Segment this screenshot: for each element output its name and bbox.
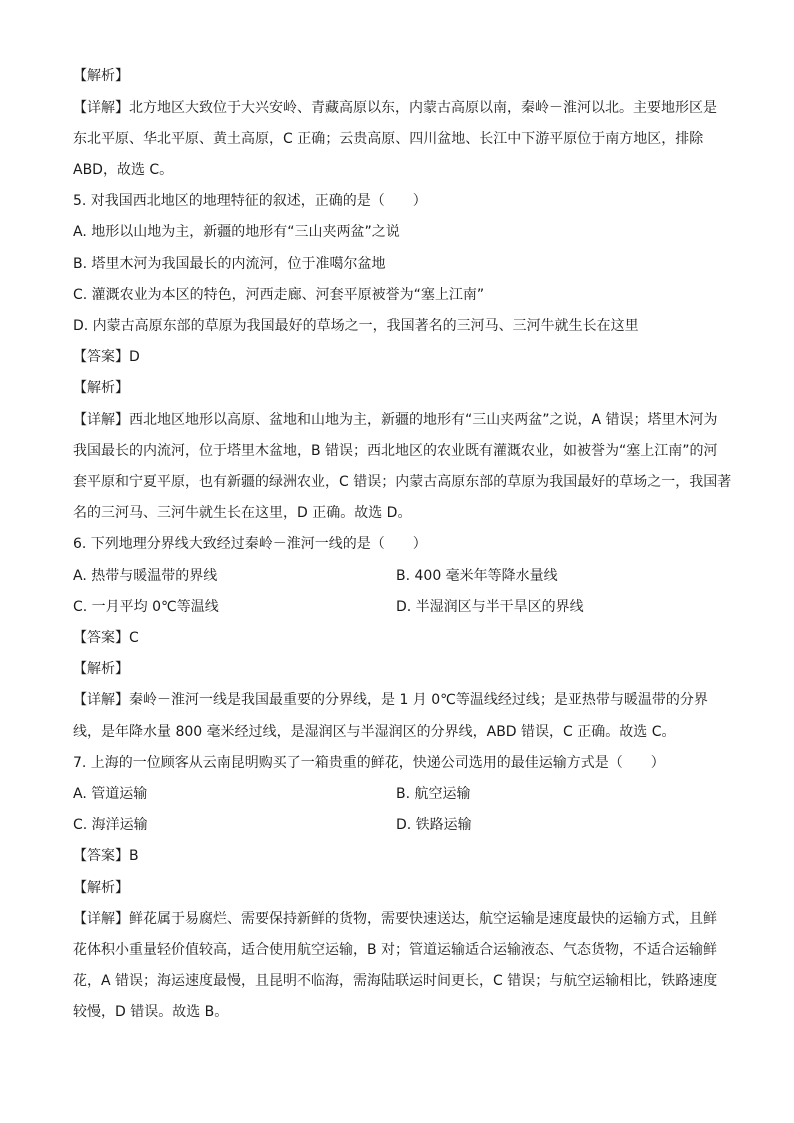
option-d: D. 内蒙古高原东部的草原为我国最好的草场之一，我国著名的三河马、三河牛就生长在这里 [73, 318, 639, 334]
option-c: C. 灌溉农业为本区的特色，河西走廊、河套平原被誉为“塞上江南” [73, 287, 485, 303]
detail-line: 我国最长的内流河，位于塔里木盆地，B 错误；西北地区的农业既有灌溉农业，如被誉为“塞上江南”的河 [73, 443, 718, 459]
detail-line: 【详解】西北地区地形以高原、盆地和山地为主，新疆的地形有“三山夹两盆”之说，A 错误；塔里木河为 [73, 412, 718, 428]
detail-line: ABD，故选 C。 [73, 162, 174, 178]
detail-line: 花体积小重量轻价值较高，适合使用航空运输，B 对；管道运输适合运输液态、气态货物，不适合运输鲜 [73, 942, 718, 958]
detail-line: 【详解】秦岭－淮河一线是我国最重要的分界线，是 1 月 0℃等温线经过线；是亚热带与暖温带的分界 [73, 692, 708, 708]
detail-line: 【详解】鲜花属于易腐烂、需要保持新鲜的货物，需要快速送达，航空运输是速度最快的运输方式，且鲜 [73, 911, 717, 927]
option-c: C. 海洋运输 [73, 817, 148, 833]
detail-line: 套平原和宁夏平原，也有新疆的绿洲农业，C 错误；内蒙古高原东部的草原为我国最好的草场之一，我国著 [73, 474, 732, 490]
option-c: C. 一月平均 0℃等温线 [73, 599, 219, 615]
detail-line: 【详解】北方地区大致位于大兴安岭、青藏高原以东，内蒙古高原以南，秦岭－淮河以北。主要地形区是 [73, 100, 717, 116]
analysis-tag: 【解析】 [73, 380, 129, 396]
detail-line: 东北平原、华北平原、黄土高原，C 正确；云贵高原、四川盆地、长江中下游平原位于南方地区，排除 [73, 131, 704, 147]
answer: 【答案】B [73, 848, 139, 864]
option-a: A. 管道运输 [73, 786, 148, 802]
answer: 【答案】D [73, 349, 140, 365]
option-b: B. 400 毫米年等降水量线 [396, 568, 558, 584]
option-a: A. 热带与暖温带的界线 [73, 568, 218, 584]
detail-line: 花，A 错误；海运速度最慢，且昆明不临海，需海陆联运时间更长，C 错误；与航空运输相比，铁路速度 [73, 973, 718, 989]
option-d: D. 铁路运输 [396, 817, 472, 833]
question-6-stem: 6. 下列地理分界线大致经过秦岭－淮河一线的是（ ） [73, 536, 427, 552]
detail-line: 线，是年降水量 800 毫米经过线，是湿润区与半湿润区的分界线，ABD 错误，C 正确。故选 C。 [73, 724, 676, 740]
option-b: B. 航空运输 [396, 786, 471, 802]
detail-line: 名的三河马、三河牛就生长在这里，D 正确。故选 D。 [73, 505, 412, 521]
analysis-tag: 【解析】 [73, 880, 129, 896]
detail-line: 较慢，D 错误。故选 B。 [73, 1004, 229, 1020]
analysis-tag: 【解析】 [73, 661, 129, 677]
option-b: B. 塔里木河为我国最长的内流河，位于准噶尔盆地 [73, 256, 386, 272]
answer: 【答案】C [73, 630, 139, 646]
question-7-stem: 7. 上海的一位顾客从云南昆明购买了一箱贵重的鲜花，快递公司选用的最佳运输方式是（ ） [73, 755, 665, 771]
analysis-tag: 【解析】 [73, 68, 129, 84]
option-d: D. 半湿润区与半干旱区的界线 [396, 599, 584, 615]
question-5-stem: 5. 对我国西北地区的地理特征的叙述，正确的是（ ） [73, 193, 427, 209]
option-a: A. 地形以山地为主，新疆的地形有“三山夹两盆”之说 [73, 224, 400, 240]
